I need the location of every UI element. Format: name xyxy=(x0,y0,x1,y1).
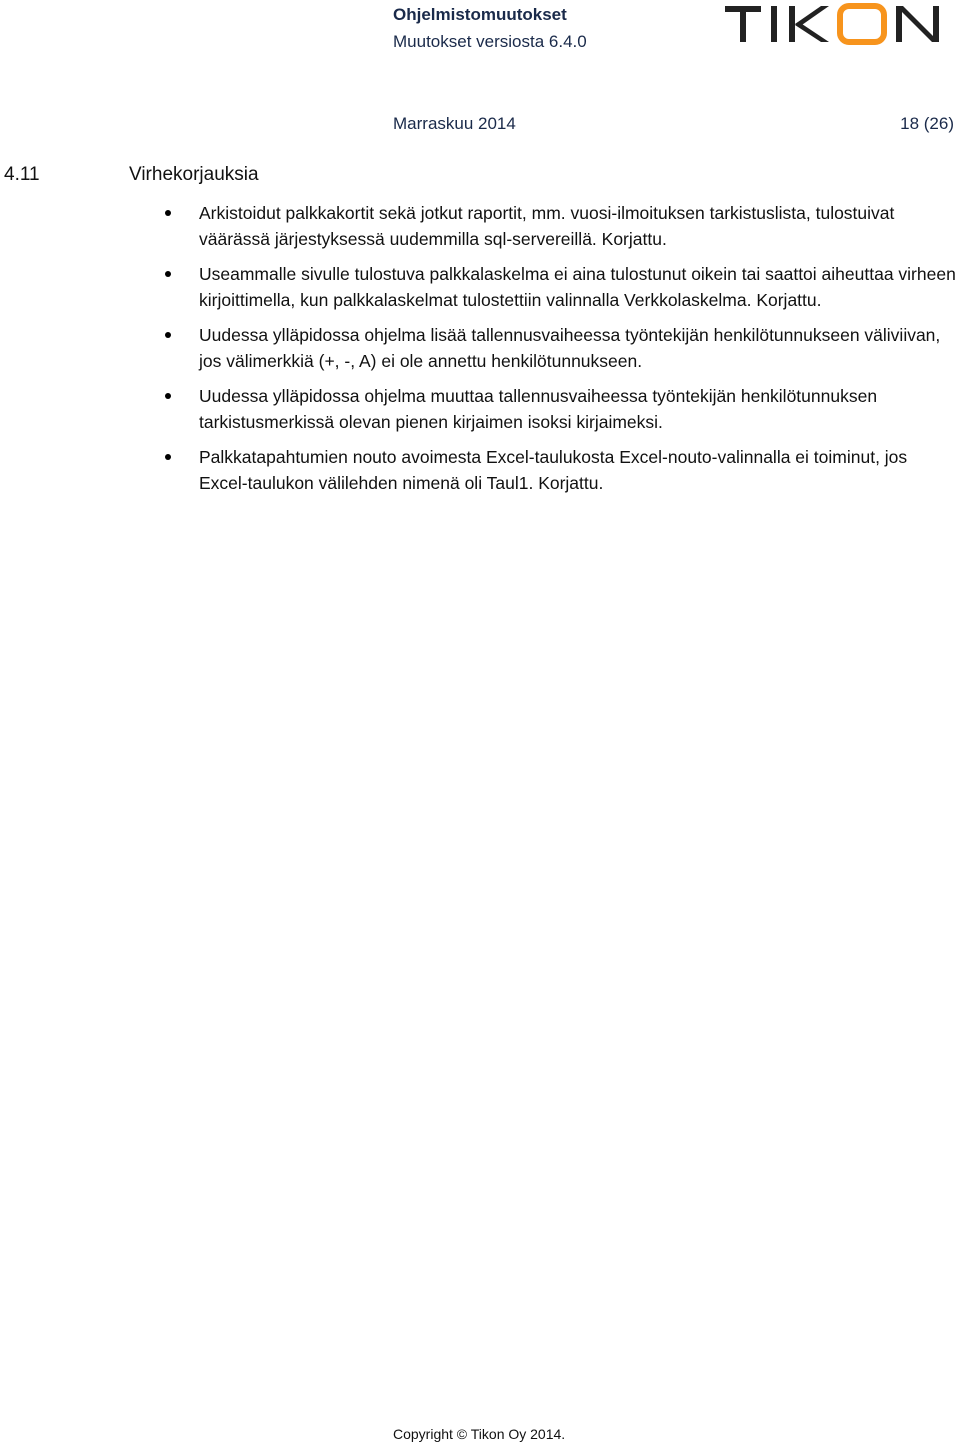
list-item-text: Useammalle sivulle tulostuva palkkalaskelma ei aina tulostunut oikein tai saattoi aiheuttaa virheen kirjoittimella, kun palkkalaskelmat tulostettiin valinnalla Verkkolaskelma. Korjattu. xyxy=(199,264,956,310)
bullet-icon xyxy=(165,332,171,338)
document-subtitle: Muutokset versiosta 6.4.0 xyxy=(393,32,587,51)
fix-list xyxy=(160,200,960,505)
bullet-icon xyxy=(165,393,171,399)
section-heading xyxy=(4,164,259,186)
copyright-footer: Copyright © Tikon Oy 2014. xyxy=(393,1426,566,1442)
document-date: Marraskuu 2014 xyxy=(393,114,516,133)
page-number: 18 (26) xyxy=(900,114,954,133)
bullet-icon xyxy=(165,454,171,460)
bullet-icon xyxy=(165,210,171,216)
list-item xyxy=(160,383,960,435)
section-number: 4.11 xyxy=(4,164,40,185)
list-item xyxy=(160,322,960,374)
tikon-logo xyxy=(723,2,947,46)
list-item xyxy=(160,261,960,313)
list-item xyxy=(160,444,960,496)
list-item-text: Uudessa ylläpidossa ohjelma lisää tallennusvaiheessa työntekijän henkilötunnukseen väliviivan, jos välimerkkiä (+, -, A) ei ole annettu henkilötunnukseen. xyxy=(199,325,941,371)
section-title: Virhekorjauksia xyxy=(129,164,259,185)
list-item-text: Uudessa ylläpidossa ohjelma muuttaa tallennusvaiheessa työntekijän henkilötunnuksen tarkistusmerkissä olevan pienen kirjaimen isoksi kirjaimeksi. xyxy=(199,386,878,432)
list-item-text: Palkkatapahtumien nouto avoimesta Excel-taulukosta Excel-nouto-valinnalla ei toiminut, jos Excel-taulukon välilehden nimenä oli Taul1. Korjattu. xyxy=(199,447,908,493)
document-title: Ohjelmistomuutokset xyxy=(393,5,567,24)
bullet-icon xyxy=(165,271,171,277)
list-item-text: Arkistoidut palkkakortit sekä jotkut raportit, mm. vuosi-ilmoituksen tarkistuslista, tulostuivat väärässä järjestyksessä uudemmilla sql-servereillä. Korjattu. xyxy=(199,203,895,249)
list-item xyxy=(160,200,960,252)
